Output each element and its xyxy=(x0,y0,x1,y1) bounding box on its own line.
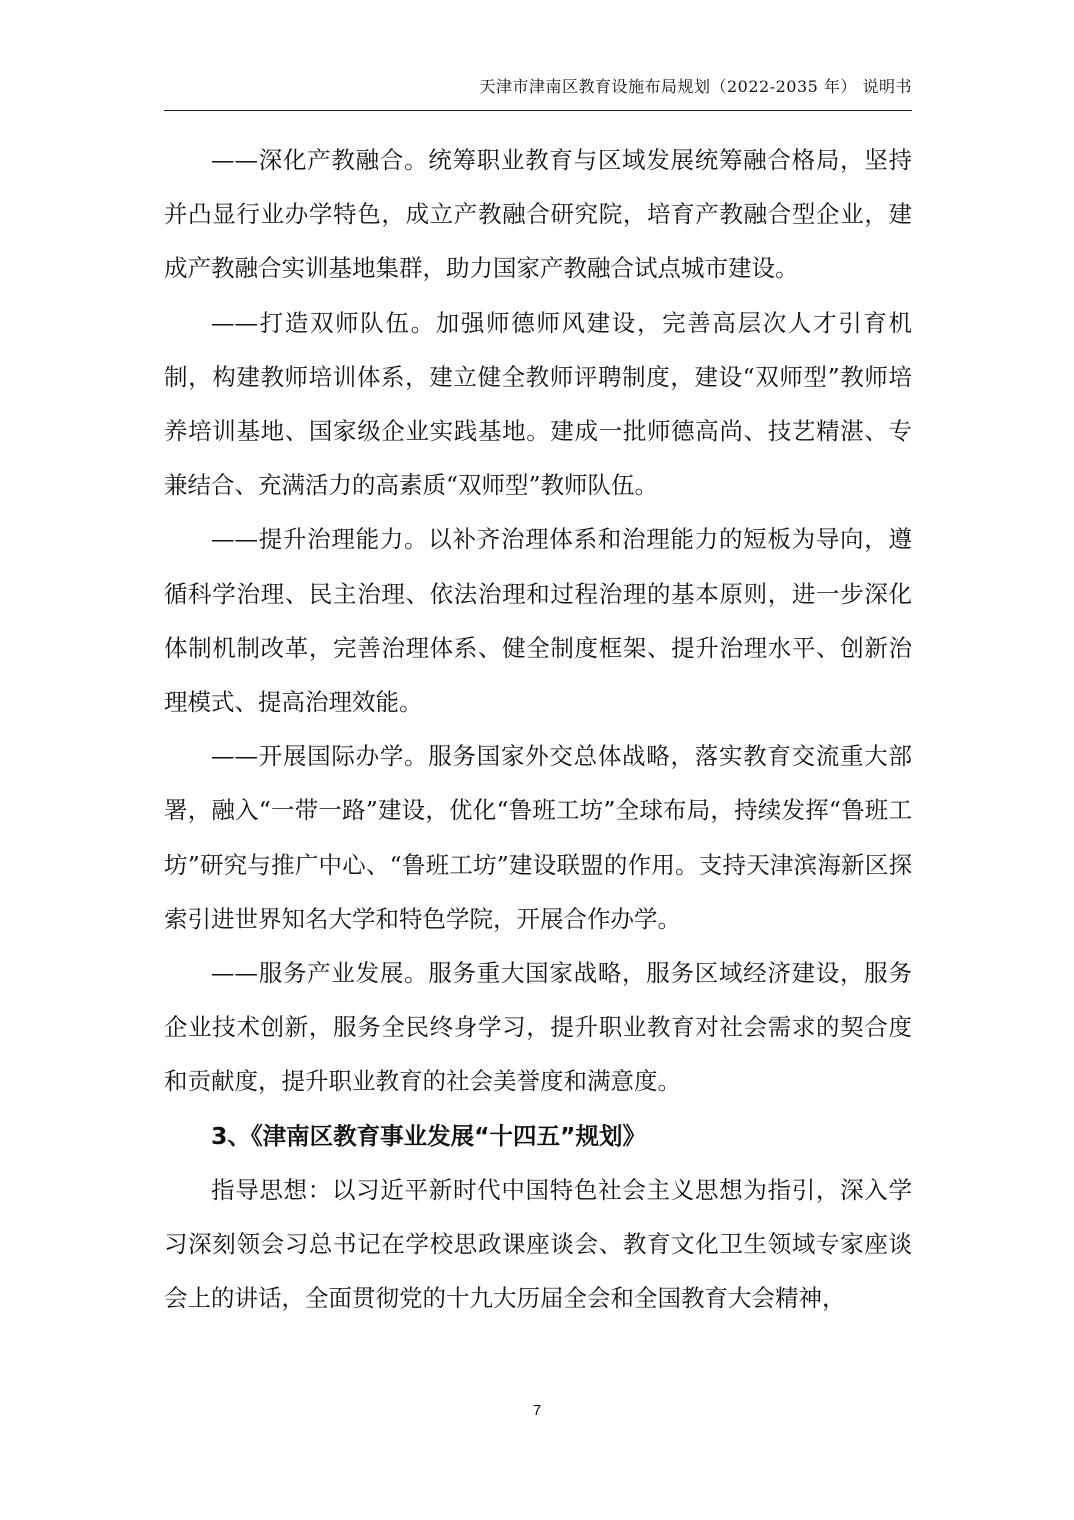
page-header xyxy=(164,66,912,111)
header-title: 天津市津南区教育设施布局规划（2022-2035 年） 说明书 xyxy=(479,77,912,96)
page-number: 7 xyxy=(532,1402,542,1419)
section-heading: 3、《津南区教育事业发展“十四五”规划》 xyxy=(211,1121,646,1150)
paragraph-governance: ——提升治理能力。以补齐治理体系和治理能力的短板为导向，遵循科学治理、民主治理、依法治理和过程治理的基本原则，进一步深化体制机制改革，完善治理体系、健全制度框架、提升治理水平、创新治理模式、提高治理效能。 xyxy=(164,525,912,717)
paragraph-guiding-thought: 指导思想：以习近平新时代中国特色社会主义思想为指引，深入学习深刻领会习总书记在学校思政课座谈会、教育文化卫生领域专家座谈会上的讲话，全面贯彻党的十九大历届全会和全国教育大会精神， xyxy=(164,1175,912,1313)
paragraph-international: ——开展国际办学。服务国家外交总体战略，落实教育交流重大部署，融入“一带一路”建设，优化“鲁班工坊”全球布局，持续发挥“鲁班工坊”研究与推广中心、“鲁班工坊”建设联盟的作用。支持天津滨海新区探索引进世界知名大学和特色学院，开展合作办学。 xyxy=(164,742,912,933)
document-body xyxy=(164,133,912,1325)
paragraph-dual-teachers: ——打造双师队伍。加强师德师风建设，完善高层次人才引育机制，构建教师培训体系，建立健全教师评聘制度，建设“双师型”教师培养培训基地、国家级企业实践基地。建成一批师德高尚、技艺精湛、专兼结合、充满活力的高素质“双师型”教师队伍。 xyxy=(164,308,912,500)
paragraph-industry-service: ——服务产业发展。服务重大国家战略，服务区域经济建设，服务企业技术创新，服务全民终身学习，提升职业教育对社会需求的契合度和贡献度，提升职业教育的社会美誉度和满意度。 xyxy=(164,959,912,1096)
paragraph-industry-education: ——深化产教融合。统筹职业教育与区域发展统筹融合格局，坚持并凸显行业办学特色，成立产教融合研究院，培育产教融合型企业，建成产教融合实训基地集群，助力国家产教融合试点城市建设。 xyxy=(164,146,912,283)
